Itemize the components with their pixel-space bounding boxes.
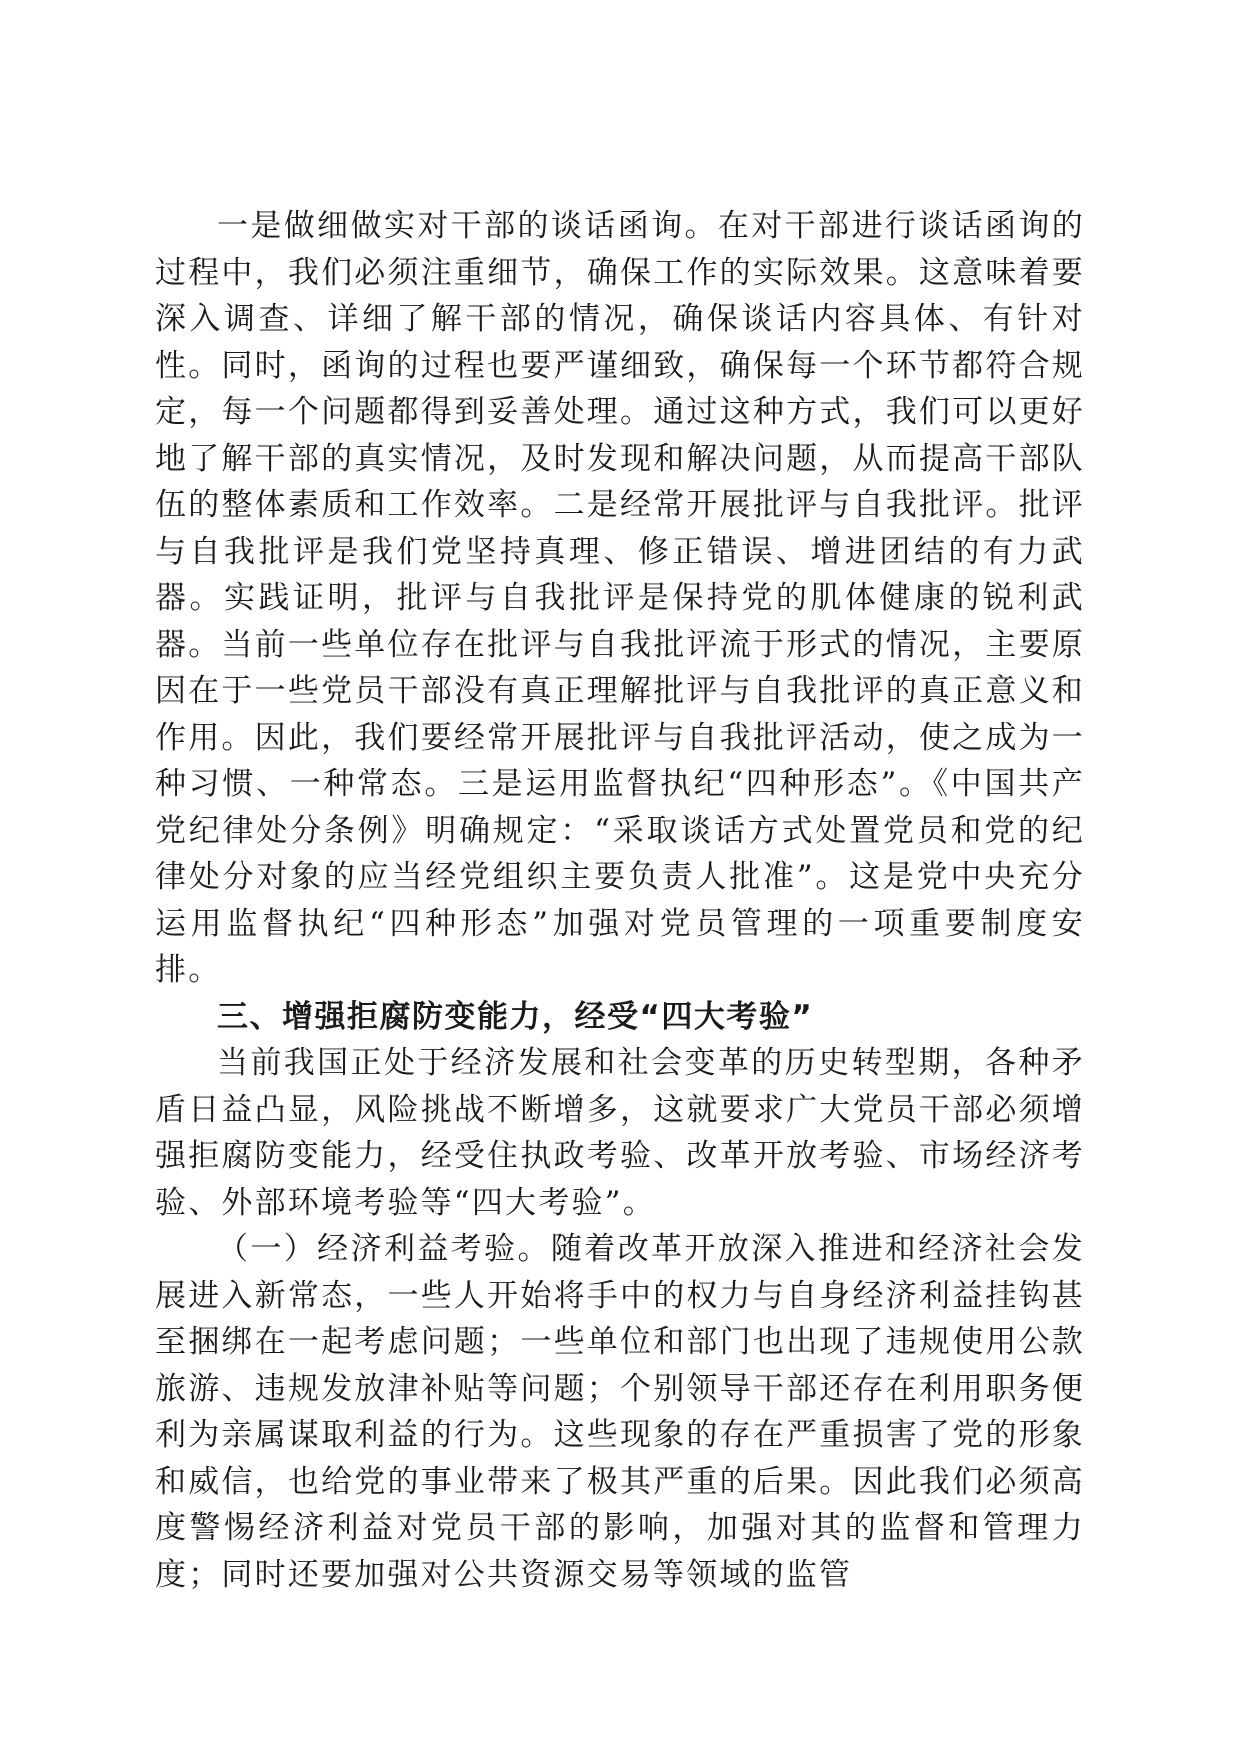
- paragraph-four-tests: 当前我国正处于经济发展和社会变革的历史转型期，各种矛盾日益凸显，风险挑战不断增多，这就要求广大党员干部必须增强拒腐防变能力，经受住执政考验、改革开放考验、市场经济考验、外部环境考验等“四大考验”。: [155, 1045, 1085, 1221]
- document-body: [155, 203, 1085, 1598]
- paragraph-interview-criticism: 一是做细做实对干部的谈话函询。在对干部进行谈话函询的过程中，我们必须注重细节，确保工作的实际效果。这意味着要深入调查、详细了解干部的情况，确保谈话内容具体、有针对性。同时，函询的过程也要严谨细致，确保每一个环节都符合规定，每一个问题都得到妥善处理。通过这种方式，我们可以更好地了解干部的真实情况，及时发现和解决问题，从而提高干部队伍的整体素质和工作效率。二是经常开展批评与自我批评。批评与自我批评是我们党坚持真理、修正错误、增进团结的有力武器。实践证明，批评与自我批评是保持党的肌体健康的锐利武器。当前一些单位存在批评与自我批评流于形式的情况，主要原因在于一些党员干部没有真正理解批评与自我批评的真正意义和作用。因此，我们要经常开展批评与自我批评活动，使之成为一种习惯、一种常态。三是运用监督执纪“四种形态”。《中国共产党纪律处分条例》明确规定：“采取谈话方式处置党员和党的纪律处分对象的应当经党组织主要负责人批准”。这是党中央充分运用监督执纪“四种形态”加强对党员管理的一项重要制度安排。: [155, 208, 1085, 988]
- paragraph-economic-interest-test: （一）经济利益考验。随着改革开放深入推进和经济社会发展进入新常态，一些人开始将手中的权力与自身经济利益挂钩甚至捆绑在一起考虑问题；一些单位和部门也出现了违规使用公款旅游、违规发放津补贴等问题；个别领导干部还存在利用职务便利为亲属谋取利益的行为。这些现象的存在严重损害了党的形象和威信，也给党的事业带来了极其严重的后果。因此我们必须高度警惕经济利益对党员干部的影响，加强对其的监督和管理力度；同时还要加强对公共资源交易等领域的监管: [155, 1231, 1085, 1593]
- section-heading-three: 三、增强拒腐防变能力，经受“四大考验”: [217, 998, 814, 1035]
